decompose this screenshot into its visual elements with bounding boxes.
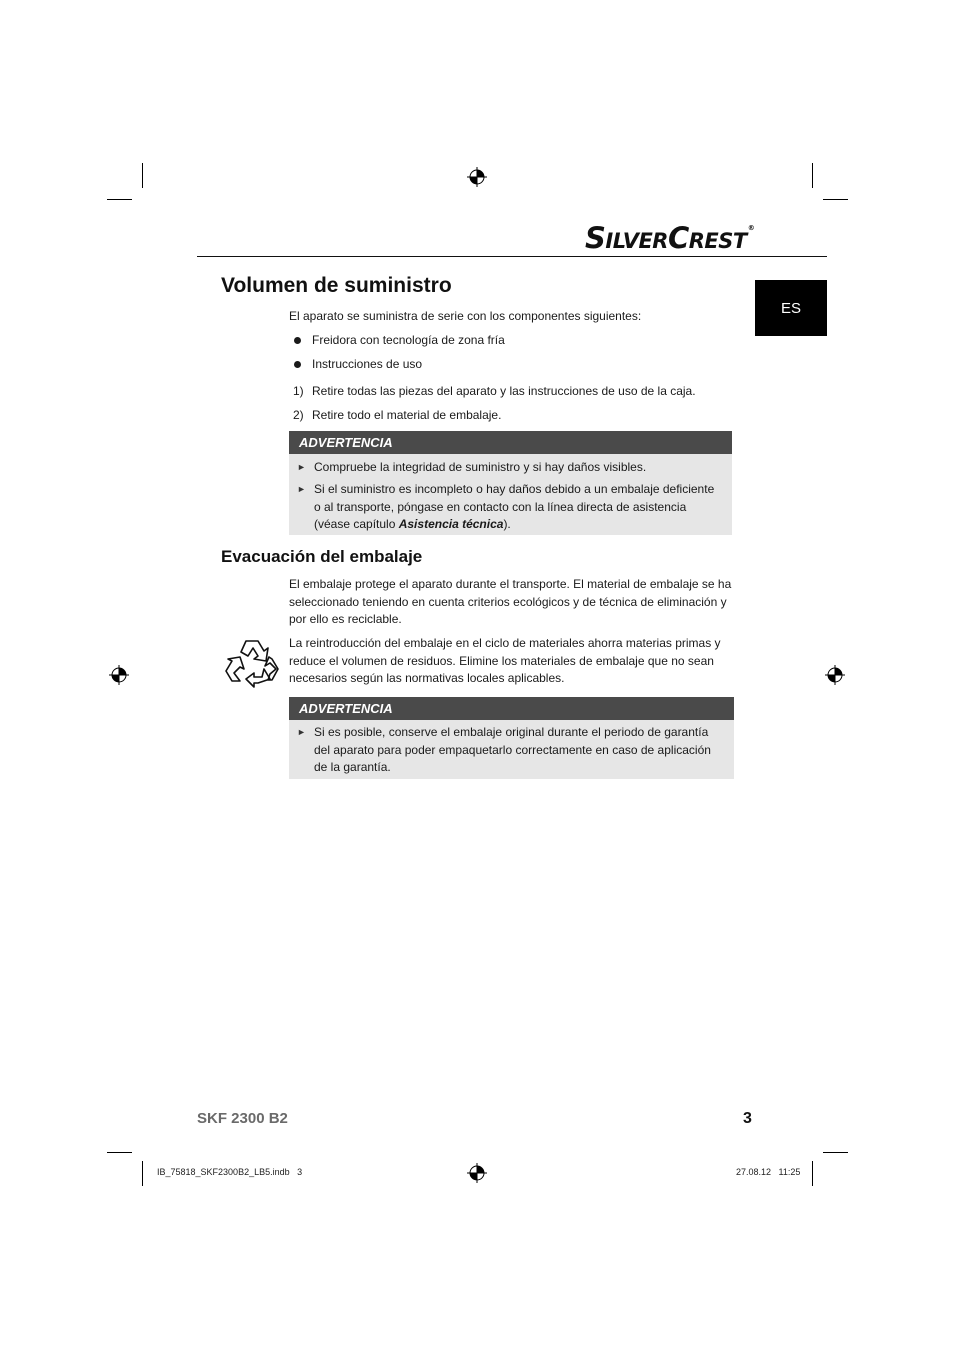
warning-box <box>289 697 734 779</box>
registration-mark-icon <box>825 665 845 685</box>
bullet-icon <box>294 337 301 344</box>
page-number: 3 <box>743 1110 752 1127</box>
paragraph: La reintroducción del embalaje en el ciclo de materiales ahorra materias primas y reduce el volumen de residuos. Elimine los materiales de embalaje que no sean necesarios según las normativas locales aplicables. <box>289 636 721 685</box>
warning-heading: ADVERTENCIA <box>289 697 734 720</box>
warning-heading: ADVERTENCIA <box>289 431 732 454</box>
paragraph: El embalaje protege el aparato durante el transporte. El material de embalaje se ha seleccionado teniendo en cuenta criterios ecológicos y de técnica de eliminación y por ello es reciclable. <box>289 577 732 626</box>
arrow-right-icon: ► <box>297 462 306 472</box>
section-title: Volumen de suministro <box>221 274 452 297</box>
bullet-icon <box>294 361 301 368</box>
crop-mark <box>812 1161 813 1186</box>
list-item: Freidora con tecnología de zona fría <box>312 333 505 347</box>
list-item: Instrucciones de uso <box>312 357 423 371</box>
warning-box <box>289 431 732 535</box>
step-number: 1) <box>293 384 304 398</box>
crop-mark <box>812 163 813 188</box>
crop-mark <box>107 199 132 200</box>
model-number: SKF 2300 B2 <box>197 1110 288 1127</box>
crop-mark <box>142 163 143 188</box>
arrow-right-icon: ► <box>297 727 306 737</box>
crop-mark <box>823 199 848 200</box>
registration-mark-icon <box>467 1163 487 1183</box>
print-slug-date: 27.08.12 11:25 <box>736 1167 801 1177</box>
arrow-right-icon: ► <box>297 484 306 494</box>
print-slug-file: IB_75818_SKF2300B2_LB5.indb 3 <box>157 1167 303 1177</box>
recycle-icon <box>224 637 284 691</box>
warning-text: Si el suministro es incompleto o hay daños debido a un embalaje deficiente o al transporte, póngase en contacto con la línea directa de asistencia (véase capítulo Asistencia técnica). <box>314 482 715 531</box>
language-tab: ES <box>755 280 827 336</box>
step-text: Retire todas las piezas del aparato y las instrucciones de uso de la caja. <box>312 384 696 398</box>
registration-mark-icon <box>467 167 487 187</box>
intro-text: El aparato se suministra de serie con los componentes siguientes: <box>289 309 642 323</box>
warning-text: Si es posible, conserve el embalaje original durante el periodo de garantía del aparato para poder empaquetarlo correctamente en caso de aplicación de la garantía. <box>314 725 711 774</box>
registration-mark-icon <box>109 665 129 685</box>
crop-mark <box>142 1161 143 1186</box>
section-title: Evacuación del embalaje <box>221 547 423 566</box>
crop-mark <box>107 1152 132 1153</box>
step-text: Retire todo el material de embalaje. <box>312 408 502 422</box>
header-rule <box>197 256 827 257</box>
warning-text: Compruebe la integridad de suministro y si hay daños visibles. <box>314 460 647 474</box>
crop-mark <box>823 1152 848 1153</box>
brand-logo: SILVERCREST® <box>585 221 755 255</box>
step-number: 2) <box>293 408 304 422</box>
